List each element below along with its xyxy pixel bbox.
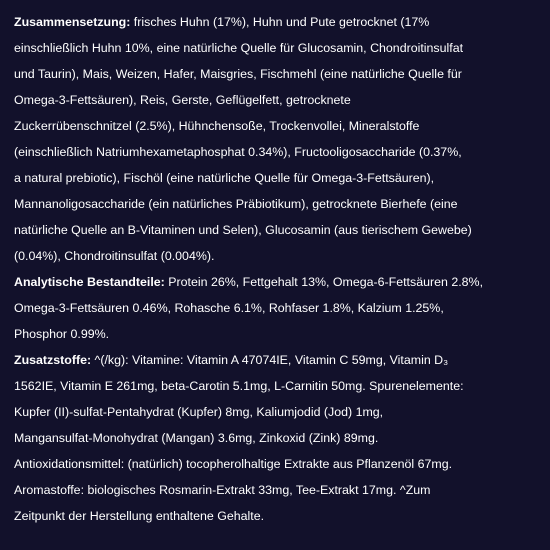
analytical-text: Phosphor 0.99%. [14,327,110,341]
additives-text: Kupfer (II)-sulfat-Pentahydrat (Kupfer) 8mg, Kaliumjodid (Jod) 1mg, [14,405,384,419]
additives-text: Antioxidationsmittel: (natürlich) tocopherolhaltige Extrakte aus Pflanzenöl 67mg. [14,457,453,471]
analytical-label: Analytische Bestandteile: [14,275,165,289]
analytical-first-line [14,269,538,295]
additives-first-line [14,347,538,373]
composition-text: natürliche Quelle an B-Vitaminen und Selen), Glucosamin (aus tierischem Gewebe) [14,223,472,237]
composition-label: Zusammensetzung: [14,15,131,29]
composition-text: und Taurin), Mais, Weizen, Hafer, Maisgries, Fischmehl (eine natürliche Quelle für [14,67,462,81]
additives-section [14,347,538,529]
composition-text: (0.04%), Chondroitinsulfat (0.004%). [14,249,215,263]
composition-text: Zuckerrübenschnitzel (2.5%), Hühnchensoße, Trockenvollei, Mineralstoffe [14,119,420,133]
additives-text: ^(/kg): Vitamine: Vitamin A 47074IE, Vitamin C 59mg, Vitamin D₃ [91,353,449,367]
composition-text: einschließlich Huhn 10%, eine natürliche Quelle für Glucosamin, Chondroitinsulfat [14,41,464,55]
additives-text: Aromastoffe: biologisches Rosmarin-Extrakt 33mg, Tee-Extrakt 17mg. ^Zum [14,483,431,497]
analytical-section [14,269,538,347]
composition-section [14,9,538,269]
additives-text: 1562IE, Vitamin E 261mg, beta-Carotin 5.1mg, L-Carnitin 50mg. Spurenelemente: [14,379,464,393]
composition-first-line [14,9,538,35]
composition-text: Omega-3-Fettsäuren), Reis, Gerste, Geflügelfett, getrocknete [14,93,351,107]
composition-text: Mannanoligosaccharide (ein natürliches Präbiotikum), getrocknete Bierhefe (eine [14,197,458,211]
composition-text: frisches Huhn (17%), Huhn und Pute getrocknet (17% [130,15,430,29]
additives-text: Zeitpunkt der Herstellung enthaltene Gehalte. [14,509,265,523]
analytical-text: Protein 26%, Fettgehalt 13%, Omega-6-Fettsäuren 2.8%, [164,275,484,289]
composition-text: a natural prebiotic), Fischöl (eine natürliche Quelle für Omega-3-Fettsäuren), [14,171,435,185]
additives-text: Mangansulfat-Monohydrat (Mangan) 3.6mg, Zinkoxid (Zink) 89mg. [14,431,379,445]
analytical-text: Omega-3-Fettsäuren 0.46%, Rohasche 6.1%, Rohfaser 1.8%, Kalzium 1.25%, [14,301,444,315]
additives-label: Zusatzstoffe: [14,353,92,367]
composition-text: (einschließlich Natriumhexametaphosphat 0.34%), Fructooligosaccharide (0.37%, [14,145,462,159]
